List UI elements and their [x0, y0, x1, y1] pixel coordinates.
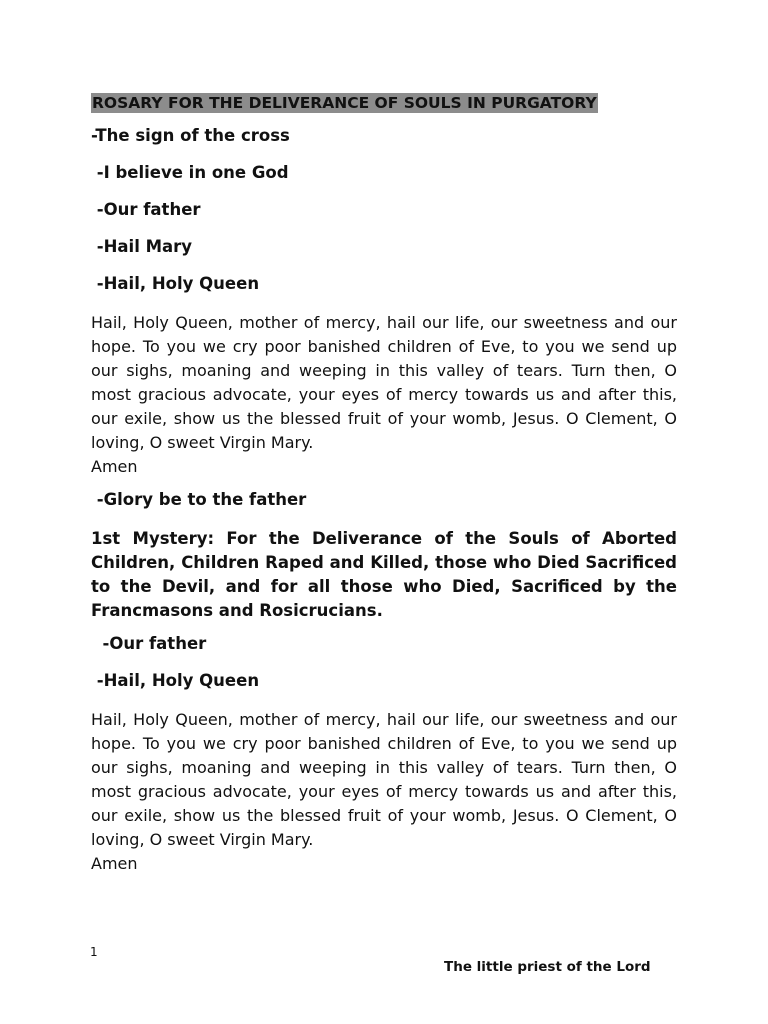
prayer-item-hail-mary: -Hail Mary [91, 237, 193, 256]
amen-text: Amen [91, 457, 138, 476]
hail-holy-queen-text: Hail, Holy Queen, mother of mercy, hail our life, our sweetness and our hope. To you we cry poor banished children of Eve, to you we send up our sighs, moaning and weeping in this valley of tears. Turn then, O most gracious advocate, your eyes of mercy towards us and after this, our exile, show us the blessed fruit of your womb, Jesus. O Clement, O loving, O sweet Virgin Mary. [91, 313, 677, 452]
hail-holy-queen-paragraph [91, 311, 677, 479]
document-body [91, 93, 677, 887]
hail-holy-queen-paragraph-2 [91, 708, 677, 876]
document-title: ROSARY FOR THE DELIVERANCE OF SOULS IN PURGATORY [92, 94, 597, 112]
prayer-item-sign-of-cross: -The sign of the cross [91, 126, 290, 145]
prayer-item-our-father: -Our father [91, 200, 201, 219]
prayer-item-hail-holy-queen: -Hail, Holy Queen [91, 274, 260, 293]
prayer-item-our-father-2: -Our father [91, 634, 207, 653]
page-number: 1 [90, 945, 98, 959]
amen-text-2: Amen [91, 854, 138, 873]
prayer-item-hail-holy-queen-2: -Hail, Holy Queen [91, 671, 260, 690]
prayer-item-creed: -I believe in one God [91, 163, 289, 182]
hail-holy-queen-text-2: Hail, Holy Queen, mother of mercy, hail our life, our sweetness and our hope. To you we cry poor banished children of Eve, to you we send up our sighs, moaning and weeping in this valley of tears. Turn then, O most gracious advocate, your eyes of mercy towards us and after this, our exile, show us the blessed fruit of your womb, Jesus. O Clement, O loving, O sweet Virgin Mary. [91, 710, 677, 849]
prayer-item-glory-be: -Glory be to the father [91, 490, 307, 509]
mystery-1-heading: 1st Mystery: For the Deliverance of the Souls of Aborted Children, Children Raped and Killed, those who Died Sacrificed to the Devil, and for all those who Died, Sacrificed by the Francmasons and Rosicrucians. [91, 529, 677, 620]
footer-author: The little priest of the Lord [444, 959, 651, 975]
